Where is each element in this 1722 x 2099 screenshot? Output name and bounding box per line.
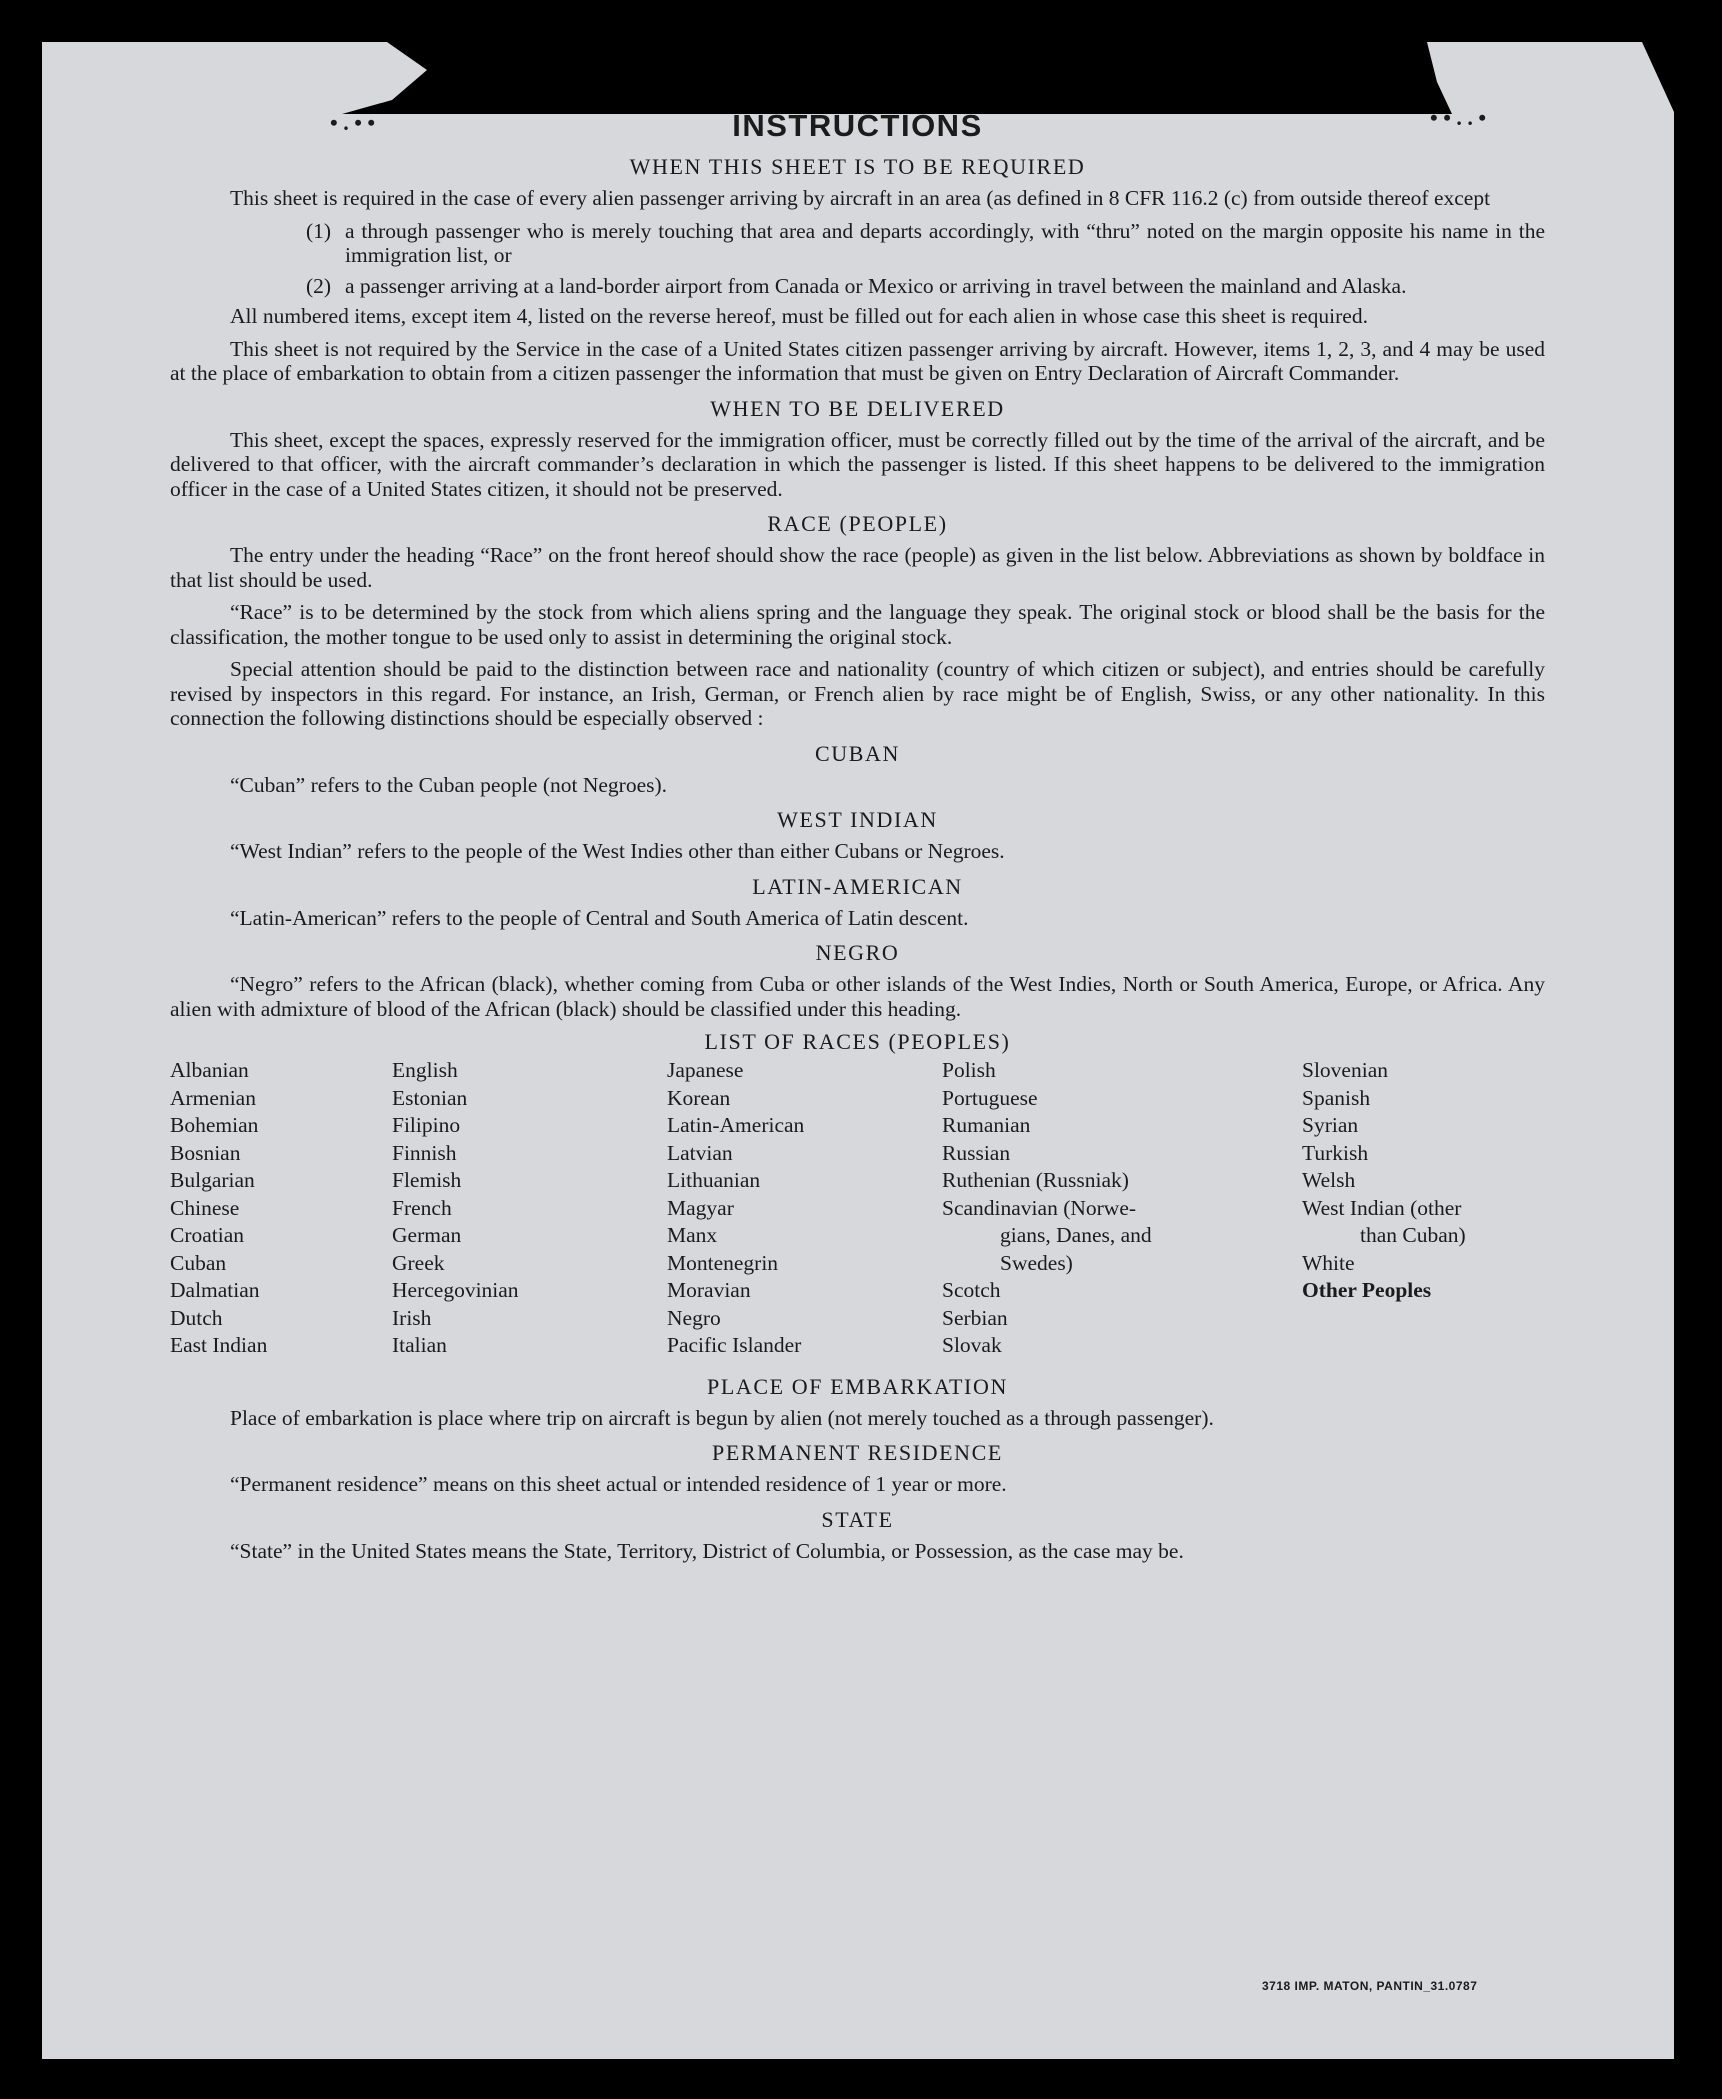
race-name: Slovak: [942, 1333, 1002, 1357]
race-name: Rumanian: [942, 1113, 1031, 1137]
race-name: Syrian: [1302, 1113, 1359, 1137]
item-text: a passenger arriving at a land-border airport from Canada or Mexico or arriving in travel between the mainland and Alaska.: [345, 273, 1407, 298]
race-name: Estonian: [392, 1085, 468, 1110]
heading-latin-american: LATIN-AMERICAN: [752, 873, 963, 899]
race-column: [170, 1057, 392, 1360]
race-list: [170, 1057, 1545, 1360]
race-name: French: [392, 1195, 452, 1220]
paragraph: Place of embarkation is place where trip on aircraft is begun by alien (not merely touched as a through passenger).: [230, 1405, 1214, 1430]
paragraph: “Permanent residence” means on this sheet actual or intended residence of 1 year or more.: [230, 1472, 1007, 1496]
race-name: Japanese: [667, 1058, 744, 1082]
printer-imprint: 3718 IMP. MATON, PANTIN_31.0787: [1262, 1979, 1478, 1993]
race-name: White: [1302, 1250, 1355, 1275]
race-name: Armenian: [170, 1085, 256, 1110]
race-name: Other Peoples: [1302, 1278, 1432, 1302]
page-title: INSTRUCTIONS: [732, 108, 983, 143]
race-name: Scandinavian (Norwe-: [942, 1195, 1137, 1220]
heading-when-delivered: WHEN TO BE DELIVERED: [710, 395, 1005, 421]
race-name: Lithuanian: [667, 1168, 761, 1192]
race-name: Chinese: [170, 1195, 240, 1220]
paragraph: This sheet, except the spaces, expressly reserved for the immigration officer, must be correctly filled out by the time of the arrival of the aircraft, and be delivered to that officer, with the aircraft commander’s declaration in which the passenger is listed. If this sheet happens to be delivered to the immigration officer in the case of a United States citizen, it should not be preserved.: [170, 427, 1545, 501]
race-name: gians, Danes, and: [1000, 1223, 1152, 1247]
paragraph: “State” in the United States means the State, Territory, District of Columbia, or Possession, as the case may be.: [230, 1538, 1184, 1563]
race-name: Pacific Islander: [667, 1333, 802, 1357]
race-column: [1302, 1057, 1545, 1360]
race-name: East Indian: [170, 1333, 268, 1357]
race-name: Bulgarian: [170, 1168, 255, 1192]
race-name: Bosnian: [170, 1140, 241, 1165]
paragraph: The entry under the heading “Race” on the front hereof should show the race (people) as given in the list below. Abbreviations as shown by boldface in that list should be used.: [170, 543, 1545, 592]
race-name: Spanish: [1302, 1085, 1371, 1110]
race-name: Italian: [392, 1333, 447, 1357]
paragraph: “West Indian” refers to the people of the West Indies other than either Cubans or Negroes.: [230, 839, 1005, 863]
heading-list-of-races: LIST OF RACES (PEOPLES): [704, 1029, 1011, 1054]
race-name: Magyar: [667, 1195, 734, 1220]
race-name: English: [392, 1058, 458, 1082]
race-name: Latvian: [667, 1140, 733, 1165]
race-name: Ruthenian (Russniak): [942, 1168, 1129, 1192]
decorative-dots: • . • •: [330, 110, 376, 135]
paragraph: “Race” is to be determined by the stock from which aliens spring and the language they speak. The original stock or blood shall be the basis for the classification, the mother tongue to be used only to assist in determining the original stock.: [170, 600, 1545, 649]
race-name: Greek: [392, 1250, 445, 1275]
race-name: Dalmatian: [170, 1278, 260, 1302]
heading-state: STATE: [821, 1506, 894, 1532]
heading-negro: NEGRO: [815, 940, 900, 965]
list-item: [170, 219, 1545, 268]
race-name: Slovenian: [1302, 1058, 1388, 1082]
paragraph: All numbered items, except item 4, listed on the reverse hereof, must be filled out for each alien in whose case this sheet is required.: [230, 304, 1368, 328]
race-name: Polish: [942, 1058, 996, 1082]
race-name: Flemish: [392, 1168, 462, 1192]
heading-when-required: WHEN THIS SHEET IS TO BE REQUIRED: [629, 154, 1086, 179]
race-name: Turkish: [1302, 1140, 1369, 1165]
race-name: Welsh: [1302, 1168, 1356, 1192]
decorative-dots: • • . . •: [1430, 105, 1487, 130]
race-name: Korean: [667, 1085, 731, 1110]
race-column: [667, 1057, 942, 1360]
item-text: a through passenger who is merely touching that area and departs accordingly, with “thru” noted on the margin opposite his name in the immigration list, or: [345, 218, 1545, 267]
paragraph: “Latin-American” refers to the people of Central and South America of Latin descent.: [230, 905, 969, 930]
race-name: Finnish: [392, 1140, 457, 1165]
race-name: Filipino: [392, 1113, 461, 1137]
race-name: Swedes): [1000, 1250, 1073, 1275]
paragraph: This sheet is required in the case of every alien passenger arriving by aircraft in an area (as defined in 8 CFR 116.2 (c) from outside thereof except: [230, 186, 1491, 210]
race-name: Negro: [667, 1305, 721, 1330]
race-name: Moravian: [667, 1278, 751, 1302]
race-name: than Cuban): [1360, 1223, 1466, 1247]
race-name: Cuban: [170, 1250, 227, 1275]
race-name: West Indian (other: [1302, 1195, 1462, 1220]
race-name: Manx: [667, 1223, 718, 1247]
race-column: [392, 1057, 667, 1360]
item-number: (2): [306, 273, 332, 298]
race-name: Montenegrin: [667, 1250, 779, 1275]
race-name: Latin-American: [667, 1113, 805, 1137]
race-name: Irish: [392, 1305, 432, 1330]
race-name: German: [392, 1223, 462, 1247]
race-name: Scotch: [942, 1278, 1001, 1302]
paragraph: “Negro” refers to the African (black), whether coming from Cuba or other islands of the West Indies, North or South America, Europe, or Africa. Any alien with admixture of blood of the African (black) should be classified under this heading.: [170, 972, 1545, 1021]
list-item: [170, 274, 1545, 299]
paragraph: Special attention should be paid to the distinction between race and nationality (country of which citizen or subject), and entries should be carefully revised by inspectors in this regard. For instance, an Irish, German, or French alien by race might be of English, Swiss, or any other nationality. In this connection the following distinctions should be especially observed :: [170, 657, 1545, 730]
race-column: [942, 1057, 1302, 1360]
race-name: Serbian: [942, 1305, 1008, 1330]
race-name: Hercegovinian: [392, 1278, 519, 1302]
item-number: (1): [306, 218, 332, 243]
heading-west-indian: WEST INDIAN: [777, 807, 938, 832]
heading-race: RACE (PEOPLE): [767, 511, 948, 536]
race-name: Portuguese: [942, 1085, 1038, 1110]
paragraph: This sheet is not required by the Service in the case of a United States citizen passenger arriving by aircraft. However, items 1, 2, 3, and 4 may be used at the place of embarkation to obtain from a citizen passenger the information that must be given on Entry Declaration of Aircraft Commander.: [170, 336, 1545, 385]
heading-permanent-residence: PERMANENT RESIDENCE: [712, 1440, 1003, 1465]
instructions-page: [170, 108, 1545, 1571]
race-name: Dutch: [170, 1305, 223, 1330]
heading-place-of-embarkation: PLACE OF EMBARKATION: [707, 1373, 1008, 1399]
race-name: Albanian: [170, 1058, 249, 1082]
race-name: Russian: [942, 1140, 1011, 1165]
heading-cuban: CUBAN: [814, 740, 900, 766]
race-name: Bohemian: [170, 1113, 259, 1137]
paragraph: “Cuban” refers to the Cuban people (not Negroes).: [230, 772, 668, 797]
race-name: Croatian: [170, 1223, 245, 1247]
